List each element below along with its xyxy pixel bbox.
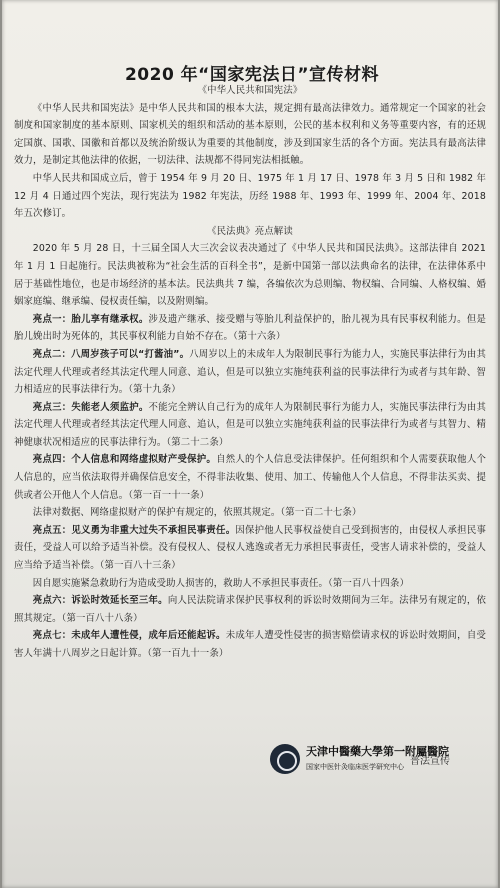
highlight-7-label: 亮点七：未成年人遭性侵，成年后还能起诉。 [32, 630, 226, 642]
highlight-7-text: 未成年人遭受性侵害的损害赔偿请求权的诉讼时效期间，自受害人年满十八周岁之日起计算。（第一百九十一条） [14, 630, 486, 659]
research-center-name: 国家中医针灸临床医学研究中心 [306, 763, 404, 771]
highlight-4-text: 自然人的个人信息受法律保护。任何组织和个人需要获取他人个人信息的，应当依法取得并确保信息安全，不得非法收集、使用、加工、传输他人个人信息，不得非法买卖、提供或者公开他人个人信息。（第一百一十一条） [14, 454, 487, 501]
highlight-5 [14, 522, 486, 575]
civil-code-heading: 《民法典》亮点解读 [207, 225, 293, 237]
highlight-5-extra: 因自愿实施紧急救助行为造成受助人损害的，救助人不承担民事责任。（第一百八十四条） [32, 577, 410, 589]
highlight-2-label: 亮点二：八周岁孩子可以“打酱油”。 [32, 348, 190, 360]
document-page [2, 0, 498, 888]
highlight-7 [14, 627, 486, 662]
highlight-1-label: 亮点一：胎儿享有继承权。 [32, 313, 149, 325]
highlight-3 [14, 399, 486, 452]
highlight-1-text: 涉及遗产继承、接受赠与等胎儿利益保护的，胎儿视为具有民事权利能力。但是胎儿娩出时为死体的，其民事权利能力自始不存在。（第十六条） [14, 313, 486, 343]
document-body [14, 56, 486, 663]
hospital-logo-icon [270, 744, 300, 774]
hospital-footer [270, 742, 500, 782]
publicity-label: 普法宣传 [410, 756, 450, 767]
highlight-4-extra: 法律对数据、网络虚拟财产的保护有规定的，依照其规定。（第一百二十七条） [32, 507, 362, 519]
highlight-2-text: 八周岁以上的未成年人为限制民事行为能力人，实施民事法律行为由其法定代理人代理或者经其法定代理人同意、追认，但是可以独立实施纯获利益的民事法律行为或者与其年龄、智力相适应的民事法律行为。（第十九条） [14, 348, 487, 396]
constitution-paragraph-2: 中华人民共和国成立后，曾于 1954 年 9 月 20 日、1975 年 1 月 17 日、1978 年 3 月 5 日和 1982 年 12 月 4 日通过四个宪法，现行宪法为 1982 年宪法，历经 1988 年、1993 年、1999 年、2004 年、2018 年五次修订。 [14, 172, 486, 220]
highlight-4 [14, 451, 486, 504]
highlight-6-label: 亮点六：诉讼时效延长至三年。 [32, 595, 168, 607]
document-title: 2020 年“国家宪法日”宣传材料 [124, 65, 380, 85]
highlight-6-text: 向人民法院请求保护民事权利的诉讼时效期间为三年。法律另有规定的，依照其规定。（第一百八十八条） [14, 595, 486, 624]
highlight-5-label: 亮点五：见义勇为非重大过失不承担民事责任。 [32, 524, 236, 536]
highlight-2 [14, 346, 486, 399]
highlight-3-text: 不能完全辨认自己行为的成年人为限制民事行为能力人，实施民事法律行为由其法定代理人代理或者经其法定代理人同意、追认，但是可以独立实施纯获利益的民事法律行为或者与其智力、精神健康状况相适应的民事法律行为。（第二十二条） [14, 401, 486, 448]
highlight-1 [14, 311, 486, 346]
highlight-3-label: 亮点三：失能老人须监护。 [32, 401, 149, 413]
constitution-paragraph-1: 《中华人民共和国宪法》是中华人民共和国的根本大法，规定拥有最高法律效力。通常规定一个国家的社会制度和国家制度的基本原则、国家机关的组织和活动的基本原则，公民的基本权利和义务等重要内容，有的还规定国旗、国歌、国徽和首都以及统治阶级认为重要的其他制度，涉及到国家生活的各个方面。宪法具有最高法律效力，是制定其他法律的依据，一切法律、法规都不得同宪法相抵触。 [14, 102, 486, 167]
highlight-4-label: 亮点四：个人信息和网络虚拟财产受保护。 [32, 454, 217, 466]
constitution-heading: 《中华人民共和国宪法》 [197, 85, 303, 96]
highlight-6 [14, 592, 486, 627]
civil-code-intro: 2020 年 5 月 28 日，十三届全国人大三次会议表决通过了《中华人民共和国民法典》。这部法律自 2021 年 1 月 1 日起施行。民法典被称为“社会生活的百科全书”，是新中国第一部以法典命名的法律，在法律体系中居于基础性地位，也是市场经济的基本法。民法典共 7 编，各编依次为总则编、物权编、合同编、人格权编、婚姻家庭编、继承编、侵权责任编，以及附则编。 [14, 243, 486, 308]
highlight-5-text: 因保护他人民事权益使自己受到损害的，由侵权人承担民事责任，受益人可以给予适当补偿。没有侵权人、侵权人逃逸或者无力承担民事责任，受害人请求补偿的，受益人应当给予适当补偿。（第一百八十三条） [14, 524, 486, 572]
hospital-name: 天津中醫藥大學第一附屬醫院 [306, 745, 449, 758]
